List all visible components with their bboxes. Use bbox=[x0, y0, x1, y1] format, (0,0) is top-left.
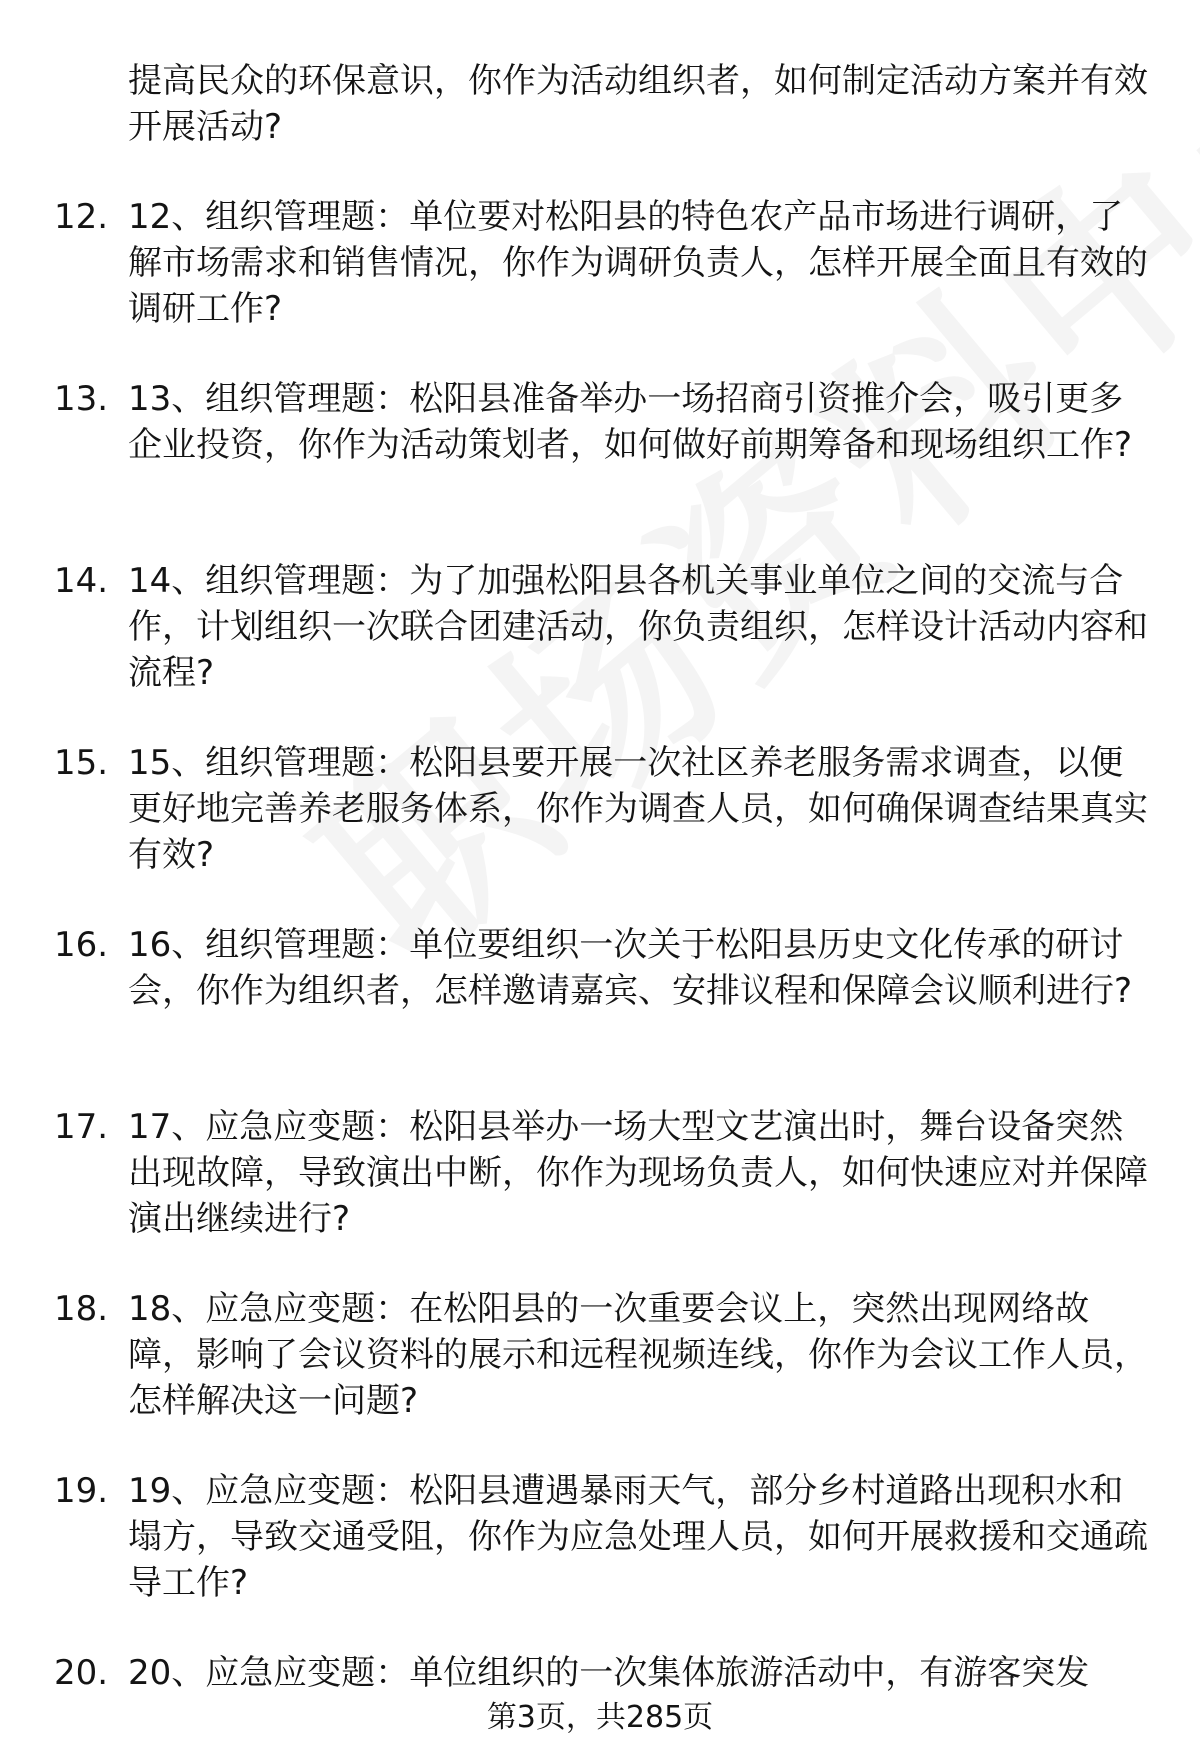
item-number: 17. bbox=[54, 1107, 109, 1147]
page-footer: 第3页，共285页 bbox=[486, 1700, 714, 1735]
item-text: 17、应急应变题：松阳县举办一场大型文艺演出时，舞台设备突然出现故障，导致演出中断，你作为现场负责人，如何快速应对并保障演出继续进行? bbox=[128, 1107, 1148, 1239]
list-item bbox=[0, 376, 1200, 514]
item-number: 14. bbox=[54, 561, 109, 601]
list-item bbox=[0, 1468, 1200, 1606]
continuation-paragraph: 提高民众的环保意识，你作为活动组织者，如何制定活动方案并有效开展活动? bbox=[128, 61, 1148, 147]
item-text: 20、应急应变题：单位组织的一次集体旅游活动中，有游客突发 bbox=[128, 1653, 1090, 1693]
item-text: 13、组织管理题：松阳县准备举办一场招商引资推介会，吸引更多企业投资，你作为活动策划者，如何做好前期筹备和现场组织工作? bbox=[128, 379, 1133, 465]
list-item bbox=[0, 1104, 1200, 1242]
item-number: 13. bbox=[54, 379, 109, 419]
item-text: 14、组织管理题：为了加强松阳县各机关事业单位之间的交流与合作，计划组织一次联合团建活动，你负责组织，怎样设计活动内容和流程? bbox=[128, 561, 1148, 693]
item-number: 18. bbox=[54, 1289, 109, 1329]
item-text: 19、应急应变题：松阳县遭遇暴雨天气，部分乡村道路出现积水和塌方，导致交通受阻，你作为应急处理人员，如何开展救援和交通疏导工作? bbox=[128, 1471, 1148, 1603]
list-item bbox=[0, 1286, 1200, 1424]
item-text: 16、组织管理题：单位要组织一次关于松阳县历史文化传承的研讨会，你作为组织者，怎样邀请嘉宾、安排议程和保障会议顺利进行? bbox=[128, 925, 1133, 1011]
list-item bbox=[0, 740, 1200, 878]
item-number: 20. bbox=[54, 1653, 109, 1693]
item-number: 19. bbox=[54, 1471, 109, 1511]
item-text: 15、组织管理题：松阳县要开展一次社区养老服务需求调查，以便更好地完善养老服务体系，你作为调查人员，如何确保调查结果真实有效? bbox=[128, 743, 1148, 875]
item-text: 18、应急应变题：在松阳县的一次重要会议上，突然出现网络故障，影响了会议资料的展示和远程视频连线，你作为会议工作人员，怎样解决这一问题? bbox=[128, 1289, 1148, 1421]
item-text: 12、组织管理题：单位要对松阳县的特色农产品市场进行调研，了解市场需求和销售情况，你作为调研负责人，怎样开展全面且有效的调研工作? bbox=[128, 197, 1148, 329]
list-item bbox=[0, 194, 1200, 332]
list-item bbox=[0, 558, 1200, 696]
item-number: 16. bbox=[54, 925, 109, 965]
list-item bbox=[0, 1650, 1200, 1696]
question-list bbox=[0, 194, 1200, 1740]
item-number: 15. bbox=[54, 743, 109, 783]
list-item bbox=[0, 922, 1200, 1060]
item-number: 12. bbox=[54, 197, 109, 237]
